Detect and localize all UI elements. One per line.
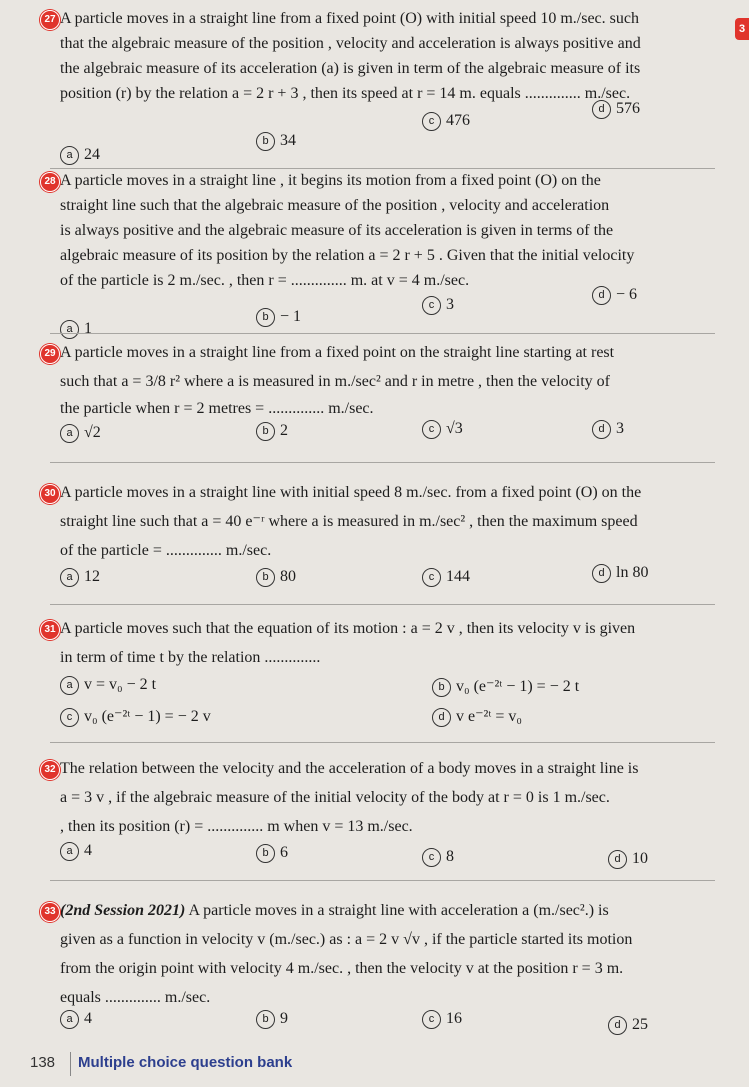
question-number: 28	[40, 172, 60, 192]
question-27	[44, 6, 725, 106]
question-text-line: given as a function in velocity v (m./sec.) as : a = 2 v √v , if the particle started its motion	[60, 931, 633, 948]
divider	[50, 880, 715, 881]
question-text-line: A particle moves in a straight line from a fixed point on the straight line starting at rest	[60, 344, 615, 361]
chapter-tab: 3	[735, 18, 749, 40]
option-c[interactable]: c 8	[422, 848, 454, 867]
option-a[interactable]: a 4	[60, 1010, 92, 1029]
question-text-line: is always positive and the algebraic measure of its acceleration is given in terms of the	[60, 222, 614, 239]
option-b[interactable]: b − 1	[256, 308, 301, 327]
question-text-line: straight line such that a = 40 e⁻ʳ where a is measured in m./sec² , then the maximum speed	[60, 513, 638, 530]
question-text-line: a = 3 v , if the algebraic measure of the initial velocity of the body at r = 0 is 1 m./sec.	[60, 789, 610, 806]
option-c[interactable]: c 476	[422, 112, 470, 131]
option-a[interactable]: a 12	[60, 568, 100, 587]
question-32	[44, 756, 725, 839]
question-text-line: The relation between the velocity and the acceleration of a body moves in a straight line is	[60, 760, 639, 777]
question-text-line: of the particle is 2 m./sec. , then r = .............. m. at v = 4 m./sec.	[60, 272, 470, 289]
option-b[interactable]: b 34	[256, 132, 296, 151]
option-b[interactable]: b 2	[256, 422, 288, 441]
option-d[interactable]: d − 6	[592, 286, 637, 305]
question-number: 29	[40, 344, 60, 364]
option-a[interactable]: a 4	[60, 842, 92, 861]
question-text-line: such that a = 3/8 r² where a is measured in m./sec² and r in metre , then the velocity of	[60, 373, 610, 390]
option-b[interactable]: b 80	[256, 568, 296, 587]
question-text-line: from the origin point with velocity 4 m./sec. , then the velocity v at the position r = 3 m.	[60, 960, 624, 977]
option-b[interactable]: b 6	[256, 844, 288, 863]
session-label: (2nd Session 2021)	[60, 902, 186, 919]
option-c[interactable]: c 16	[422, 1010, 462, 1029]
option-c[interactable]: c 144	[422, 568, 470, 587]
divider	[50, 604, 715, 605]
question-text-line: equals .............. m./sec.	[60, 989, 211, 1006]
options-32	[60, 842, 725, 868]
options-28	[60, 286, 725, 338]
options-30	[60, 564, 725, 594]
question-text-line: the algebraic measure of its acceleration (a) is given in term of the algebraic measure of its	[60, 60, 641, 77]
divider	[50, 742, 715, 743]
option-d[interactable]: d 576	[592, 100, 640, 119]
question-31	[44, 616, 725, 670]
question-number: 32	[40, 760, 60, 780]
option-d[interactable]: d 25	[608, 1016, 648, 1035]
option-d[interactable]: d 10	[608, 850, 648, 869]
options-29	[60, 420, 725, 450]
question-number: 30	[40, 484, 60, 504]
option-b[interactable]: b 9	[256, 1010, 288, 1029]
option-c[interactable]: c √3	[422, 420, 463, 439]
question-number: 33	[40, 902, 60, 922]
question-number: 27	[40, 10, 60, 30]
question-28	[44, 168, 725, 293]
question-text-line: A particle moves in a straight line from a fixed point (O) with initial speed 10 m./sec. such	[60, 10, 639, 27]
option-d[interactable]: d v e⁻²ᵗ = v₀	[432, 706, 522, 727]
question-text-line: position (r) by the relation a = 2 r + 3 , then its speed at r = 14 m. equals .............. m./sec.	[60, 85, 631, 102]
question-text-line: that the algebraic measure of the position , velocity and acceleration is always positive and	[60, 35, 641, 52]
question-text-line: of the particle = .............. m./sec.	[60, 542, 272, 559]
option-a[interactable]: a √2	[60, 424, 101, 443]
option-a[interactable]: a v = v₀ − 2 t	[60, 676, 156, 695]
question-text-line: in term of time t by the relation ..............	[60, 649, 321, 666]
divider	[50, 462, 715, 463]
option-b[interactable]: b v₀ (e⁻²ᵗ − 1) = − 2 t	[432, 676, 579, 697]
options-27	[60, 100, 725, 164]
option-c[interactable]: c 3	[422, 296, 454, 315]
option-d[interactable]: d 3	[592, 420, 624, 439]
question-text-line: , then its position (r) = .............. m when v = 13 m./sec.	[60, 818, 413, 835]
page-number: 138	[30, 1054, 56, 1071]
option-a[interactable]: a 24	[60, 146, 100, 165]
options-31-row2	[60, 706, 725, 732]
question-number: 31	[40, 620, 60, 640]
book-title: Multiple choice question bank	[78, 1054, 293, 1071]
question-33	[44, 898, 725, 1010]
question-text-line: A particle moves in a straight line with initial speed 8 m./sec. from a fixed point (O) on the	[60, 484, 642, 501]
divider	[50, 333, 715, 334]
question-30	[44, 480, 725, 563]
option-c[interactable]: c v₀ (e⁻²ᵗ − 1) = − 2 v	[60, 706, 211, 727]
question-text-line: algebraic measure of its position by the relation a = 2 r + 5 . Given that the initial velocity	[60, 247, 635, 264]
question-29	[44, 340, 725, 421]
question-text-line: the particle when r = 2 metres = .............. m./sec.	[60, 400, 374, 417]
option-d[interactable]: d ln 80	[592, 564, 648, 583]
footer-divider	[70, 1052, 71, 1076]
question-text-line: straight line such that the algebraic measure of the position , velocity and acceleration	[60, 197, 610, 214]
question-text-line: (2nd Session 2021) A particle moves in a straight line with acceleration a (m./sec².) is	[60, 902, 609, 919]
question-text-line: A particle moves in a straight line , it begins its motion from a fixed point (O) on the	[60, 172, 601, 189]
option-a[interactable]: a 1	[60, 320, 92, 339]
question-text-line: A particle moves such that the equation of its motion : a = 2 v , then its velocity v is given	[60, 620, 636, 637]
options-33	[60, 1010, 725, 1036]
options-31-row1	[60, 676, 725, 702]
